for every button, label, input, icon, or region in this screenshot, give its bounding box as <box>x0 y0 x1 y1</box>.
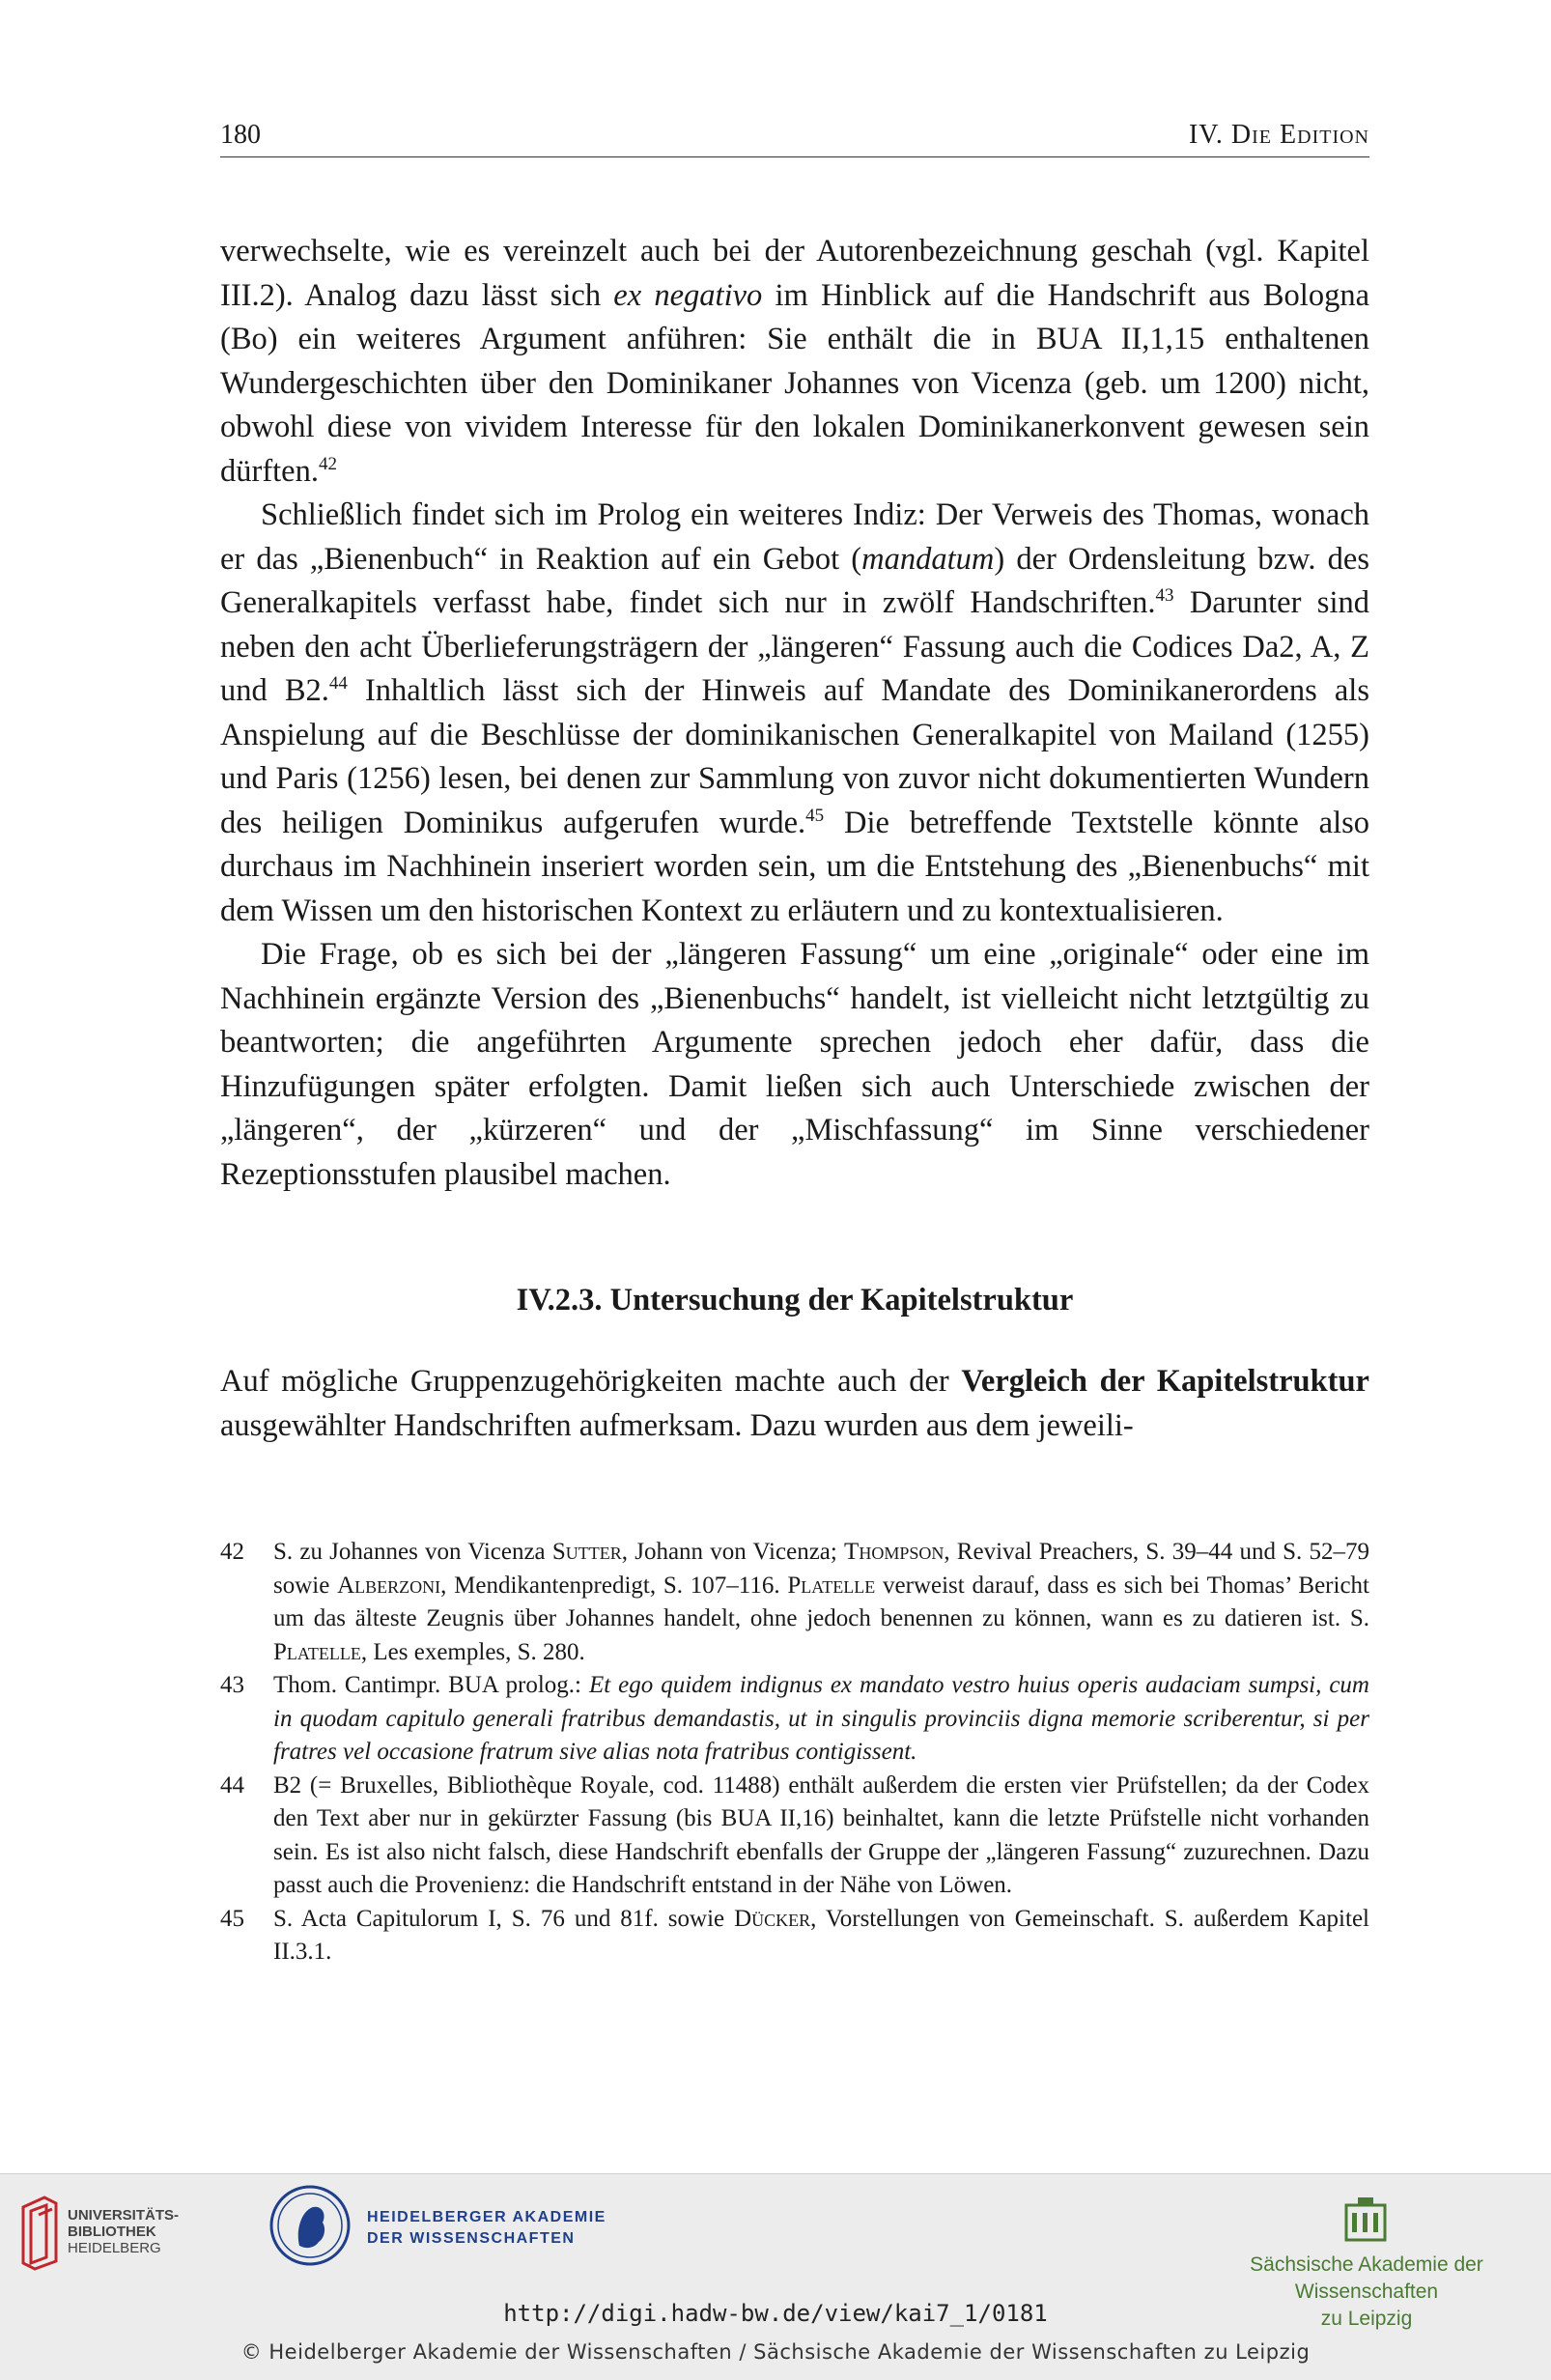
permalink-url[interactable]: http://digi.hadw-bw.de/view/kai7_1/0181 <box>503 2300 1048 2327</box>
footnote-ref[interactable]: 44 <box>328 673 348 694</box>
footnote-number: 44 <box>220 1771 244 1799</box>
footnote-43: 43 Thom. Cantimpr. BUA prolog.: Et ego quidem indignus ex mandato vestro huius operis audaciam sumpsi, cum in quodam capitulo generali fratribus demandastis, ut in singulis provinciis digna memorie scriberentur, si per fratres vel occasione fratrum sive alias nota fratribus contigissent. <box>220 1669 1369 1770</box>
footnote-44: 44 B2 (= Bruxelles, Bibliothèque Royale, cod. 11488) enthält außerdem die ersten vier Prüfstellen; da der Codex den Text aber nur in gekürzter Fassung (bis BUA II,16) beinhaltet, kann die letzte Prüfstelle nicht vorhanden sein. Es ist also nicht falsch, diese Handschrift ebenfalls der Gruppe der „längeren Fassung“ zuzurechnen. Dazu passt auch die Provenienz: die Handschrift entstand in der Nähe von Löwen. <box>220 1770 1369 1903</box>
paragraph-2: Schließlich findet sich im Prolog ein weiteres Indiz: Der Verweis des Thomas, wonach er das „Bienenbuch“ in Reaktion auf ein Gebot (mandatum) der Ordensleitung bzw. des Generalkapitels verfasst habe, findet sich nur in zwölf Handschriften.$^{43}$ Darunter sind neben den acht Überlieferungsträgern der „längeren“ Fassung auch die Codices Da2, A, Z und B2.44 Inhaltlich lässt sich der Hinweis auf Mandate des Dominikanerordens als Anspielung auf die Beschlüsse der dominikanischen Generalkapitel von Mailand (1255) und Paris (1256) lesen, bei denen zur Sammlung von zuvor nicht dokumentierten Wundern des heiligen Dominikus aufgerufen wurde.$^{45}$ Die betreffende Textstelle könnte also durchaus im Nachhinein inseriert worden sein, um die Entstehung des „Bienenbuchs“ mit dem Wissen um den historischen Kontext zu erläutern und zu kontextualisieren. <box>220 497 1369 928</box>
footnote-number: 43 <box>220 1672 244 1698</box>
page-number: 180 <box>220 120 261 150</box>
saw-logo-text: Sächsische Akademie der Wissenschaften zu Leipzig <box>1250 2253 1483 2330</box>
paragraph-3: Die Frage, ob es sich bei der „längeren Fassung“ um eine „originale“ oder eine im Nachhinein ergänzte Version des „Bienenbuchs“ handelt, ist vielleicht nicht letztgültig zu beantworten; die angeführten Argumente sprechen jedoch eher dafür, dass die Hinzufügungen später erfolgten. Damit ließen sich auch Unterschiede zwischen der „längeren“, der „kürzeren“ und der „Mischfassung“ im Sinne verschiedener Rezeptionsstufen plausibel machen. <box>220 937 1369 1192</box>
footnote-ref[interactable]: 42 <box>318 453 337 474</box>
paragraph-4: Auf mögliche Gruppenzugehörigkeiten machte auch der Vergleich der Kapitelstruktur ausgewählter Handschriften aufmerksam. Dazu wurden aus dem jeweili- <box>220 1364 1369 1443</box>
main-text <box>220 230 1369 1197</box>
paragraph-1: verwechselte, wie es vereinzelt auch bei der Autorenbezeichnung geschah (vgl. Kapitel III.2). Analog dazu lässt sich ex negativo im Hinblick auf die Handschrift aus Bologna (Bo) ein weiteres Argument anführen: Sie enthält die in BUA II,1,15 enthaltenen Wundergeschichten über den Dominikaner Johannes von Vicenza (geb. um 1200) nicht, obwohl diese von vividem Interesse für den lokalen Dominikanerkonvent gewesen sein dürften.$^{42}$ <box>220 234 1370 489</box>
ub-logo-text: UNIVERSITÄTS- BIBLIOTHEK HEIDELBERG <box>68 2207 180 2256</box>
footnote-ref[interactable]: 45 <box>805 805 825 826</box>
running-header <box>220 114 1369 157</box>
footnote-42: 42 S. zu Johannes von Vicenza Sutter, Johann von Vicenza; Thompson, Revival Preachers, S. 39–44 und S. 52–79 sowie Alberzoni, Mendikantenpredigt, S. 107–116. Platelle verweist darauf, dass es sich bei Thomas’ Bericht um das älteste Zeugnis über Johannes handelt, ohne jedoch benennen zu können, wann es zu datieren ist. S. Platelle, Les exemples, S. 280. <box>220 1536 1369 1669</box>
footnote-45: 45 S. Acta Capitulorum I, S. 76 und 81f. sowie Dücker, Vorstellungen von Gemeinschaft. S. außerdem Kapitel II.3.1. <box>220 1903 1369 1969</box>
footnote-ref[interactable]: 43 <box>1155 585 1174 606</box>
footnote-number: 45 <box>220 1905 244 1932</box>
saw-building-icon[interactable] <box>1344 2196 1387 2242</box>
main-text-continued <box>220 1360 1369 1448</box>
hadw-emblem-icon[interactable] <box>268 2184 352 2267</box>
footnote-number: 42 <box>220 1539 244 1565</box>
digitization-banner <box>0 2173 1551 2380</box>
section-heading: IV.2.3. Untersuchung der Kapitelstruktur <box>516 1283 1074 1318</box>
section-title: IV. Die Edition <box>1188 120 1369 150</box>
copyright-notice: © Heidelberger Akademie der Wissenschaften / Sächsische Akademie der Wissenschaften zu Leipzig <box>240 2340 1311 2364</box>
footnotes <box>220 1536 1369 1969</box>
hadw-logo-text: HEIDELBERGER AKADEMIE DER WISSENSCHAFTEN <box>367 2209 606 2247</box>
